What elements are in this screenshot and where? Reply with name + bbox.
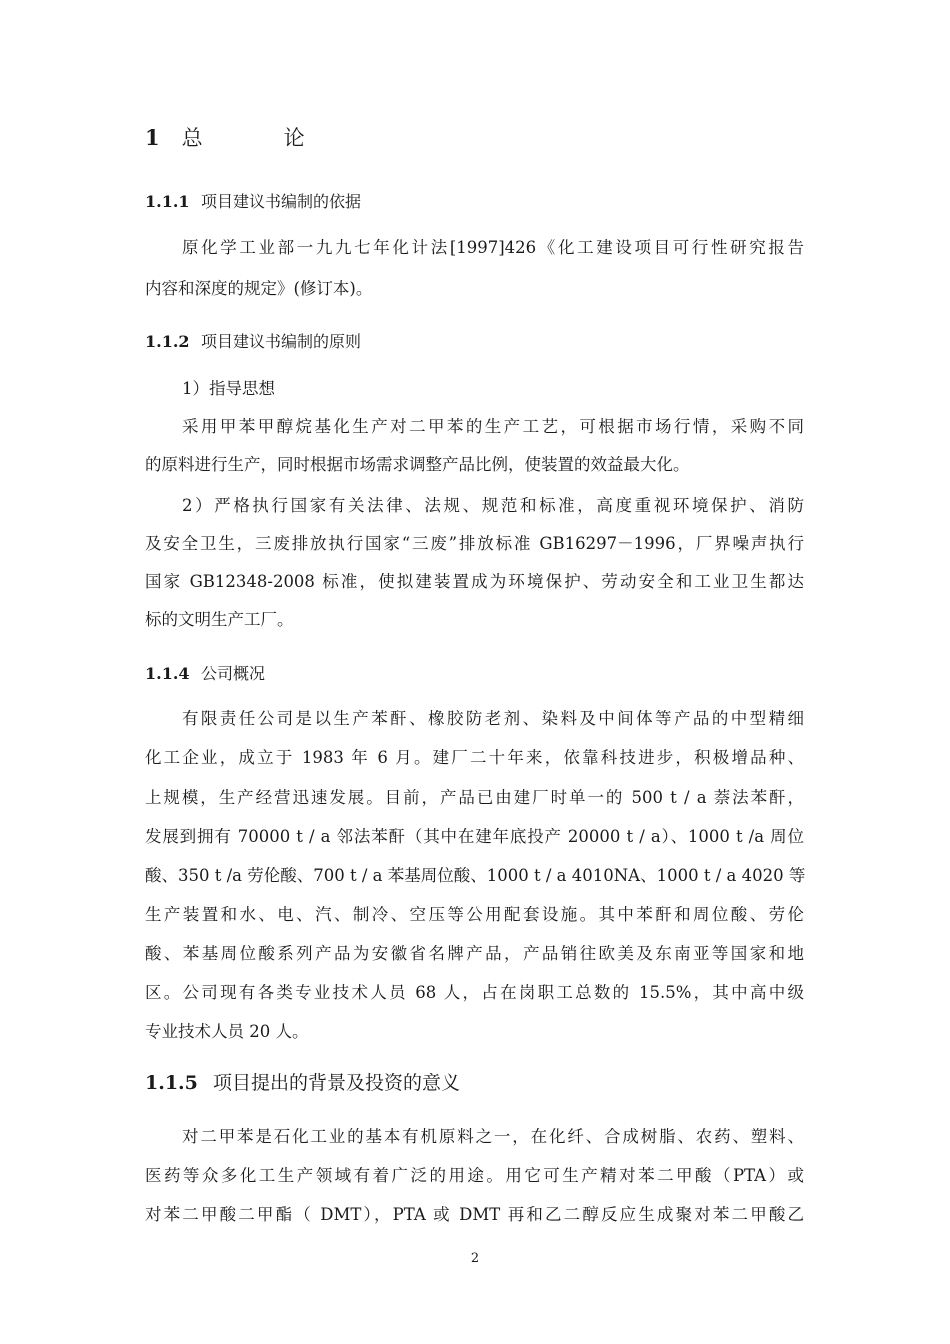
section-heading-1-1-5	[145, 1068, 460, 1095]
paragraph-line: 发展到拥有 70000 t / a 邻法苯酐（其中在建年底投产 20000 t / a）、1000 t /a 周位	[145, 827, 804, 846]
section-heading-1-1-2	[145, 329, 361, 352]
list-label: 1）指导思想	[182, 379, 275, 398]
section-title: 项目建议书编制的依据	[201, 192, 362, 211]
page-number: 2	[470, 1251, 480, 1266]
section-number: 1.1.5	[145, 1072, 198, 1094]
paragraph-line: 医药等众多化工生产领域有着广泛的用途。用它可生产精对苯二甲酸（PTA）或	[145, 1166, 804, 1185]
paragraph-line: 对苯二甲酸二甲酯（ DMT），PTA 或 DMT 再和乙二醇反应生成聚对苯二甲酸乙	[145, 1205, 804, 1224]
paragraph-line: 专业技术人员 20 人。	[145, 1022, 309, 1041]
paragraph-line: 区。公司现有各类专业技术人员 68 人，占在岗职工总数的 15.5%，其中高中级	[145, 983, 804, 1002]
section-heading-1-1-1	[145, 189, 361, 212]
paragraph-line: 内容和深度的规定》(修订本)。	[145, 279, 373, 298]
section-title: 项目提出的背景及投资的意义	[213, 1072, 461, 1094]
paragraph-line: 化工企业，成立于 1983 年 6 月。建厂二十年来，依靠科技进步，积极增品种、	[145, 748, 804, 767]
paragraph-line: 标的文明生产工厂。	[145, 610, 294, 629]
paragraph-line: 采用甲苯甲醇烷基化生产对二甲苯的生产工艺，可根据市场行情，采购不同	[182, 417, 804, 436]
paragraph-line: 酸、苯基周位酸系列产品为安徽省名牌产品，产品销往欧美及东南亚等国家和地	[145, 944, 804, 963]
chapter-title: 总 论	[181, 126, 335, 150]
section-title: 项目建议书编制的原则	[201, 332, 362, 351]
paragraph-line: 对二甲苯是石化工业的基本有机原料之一，在化纤、合成树脂、农药、塑料、	[182, 1127, 804, 1146]
paragraph-line: 的原料进行生产，同时根据市场需求调整产品比例，使装置的效益最大化。	[145, 455, 690, 474]
paragraph-line: 原化学工业部一九九七年化计法[1997]426《化工建设项目可行性研究报告	[182, 238, 804, 257]
chapter-heading	[145, 122, 335, 152]
paragraph-line: 及安全卫生，三废排放执行国家“三废”排放标准 GB16297－1996，厂界噪声执行	[145, 534, 804, 553]
section-number: 1.1.4	[145, 664, 190, 683]
chapter-number: 1	[145, 125, 160, 150]
paragraph-line: 国家 GB12348-2008 标准，使拟建装置成为环境保护、劳动安全和工业卫生都达	[145, 572, 804, 591]
section-heading-1-1-4	[145, 661, 265, 684]
section-number: 1.1.1	[145, 192, 190, 211]
paragraph-line: 2）严格执行国家有关法律、法规、规范和标准，高度重视环境保护、消防	[182, 496, 804, 515]
paragraph-line: 生产装置和水、电、汽、制冷、空压等公用配套设施。其中苯酐和周位酸、劳伦	[145, 905, 804, 924]
paragraph-line: 上规模，生产经营迅速发展。目前，产品已由建厂时单一的 500 t / a 萘法苯酐，	[145, 788, 804, 807]
section-number: 1.1.2	[145, 332, 190, 351]
paragraph-line: 酸、350 t /a 劳伦酸、700 t / a 苯基周位酸、1000 t / a 4010NA、1000 t / a 4020 等	[145, 866, 806, 885]
paragraph-line: 有限责任公司是以生产苯酐、橡胶防老剂、染料及中间体等产品的中型精细	[182, 709, 804, 728]
section-title: 公司概况	[201, 664, 266, 683]
